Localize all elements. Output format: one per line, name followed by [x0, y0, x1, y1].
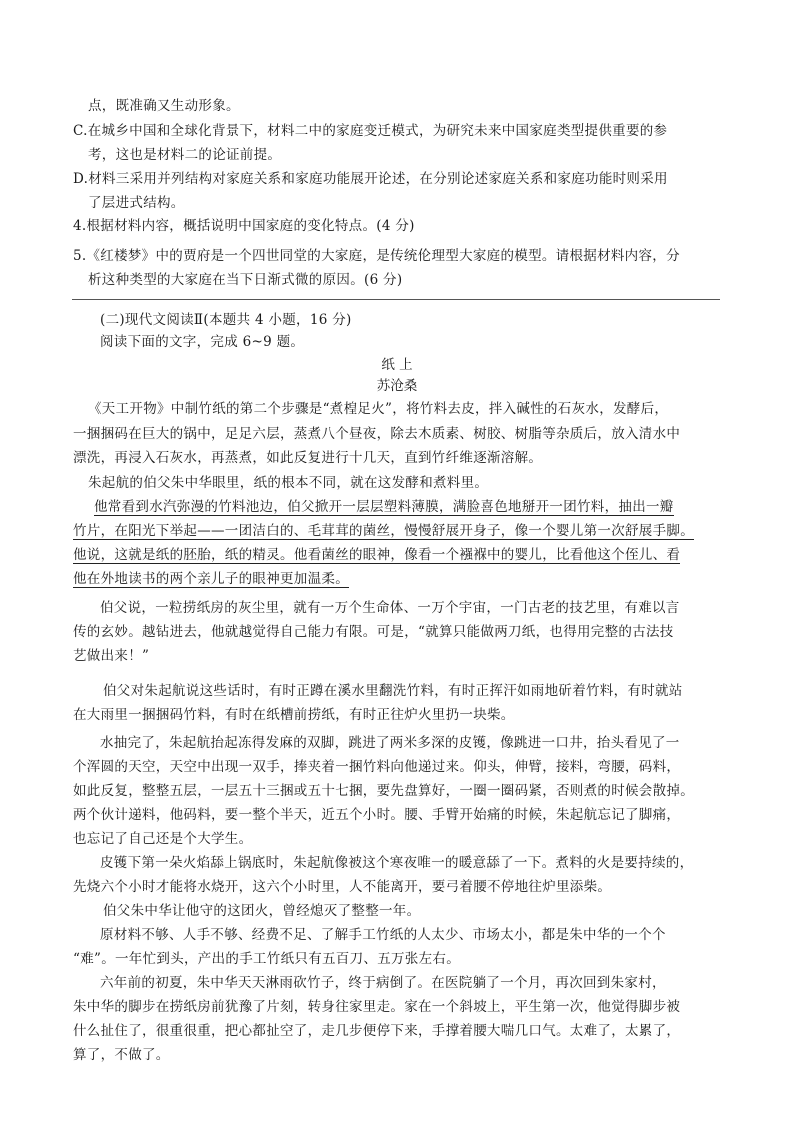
option-d-line-1: D.材料三采用并列结构对家庭关系和家庭功能展开论述，在分别论述家庭关系和家庭功能时则采用	[73, 171, 668, 187]
body-line: 先烧六个小时才能将水烧开，这六个小时里，人不能离开，要弓着腰不停地往炉里添柴。	[73, 879, 612, 895]
underlined-text: 他常看到水汽弥漫的竹料池边，伯父掀开一层层塑料薄膜，满脸喜色地掰开一团竹料，抽出一瓣	[94, 499, 674, 515]
underlined-text: 竹片，在阳光下举起——一团洁白的、毛茸茸的菌丝，慢慢舒展开身子，像一个婴儿第一次舒展手脚。	[73, 523, 694, 539]
article-author: 苏沧桑	[376, 378, 418, 394]
option-c-line-1: C.在城乡中国和全球化背景下，材料二中的家庭变迁模式，为研究未来中国家庭类型提供重要的参	[73, 123, 668, 139]
body-line: 传的玄妙。越钻进去，他就越觉得自己能力有限。可是，“就算只能做两刀纸，也得用完整的古法技	[73, 624, 674, 640]
underlined-line	[73, 521, 694, 541]
body-line: 朱中华的脚步在捞纸房前犹豫了片刻，转身往家里走。家在一个斜坡上，平生第一次，他觉得脚步被	[73, 999, 681, 1015]
body-line: 《天工开物》中制竹纸的第二个步骤是“煮楻足火”，将竹料去皮，拌入碱性的石灰水，发酵后，	[88, 401, 669, 417]
section-divider	[72, 299, 720, 300]
body-line: 朱起航的伯父朱中华眼里，纸的根本不同，就在这发酵和煮料里。	[88, 475, 489, 491]
body-line: 两个伙计递料，他码料，要一整个半天，近五个小时。腰、手臂开始痛的时候，朱起航忘记了脚痛，	[73, 807, 681, 823]
reading-instruction: 阅读下面的文字，完成 6~9 题。	[100, 334, 305, 350]
body-line: 也忘记了自己还是个大学生。	[73, 831, 253, 847]
option-d-line-2: 了层进式结构。	[88, 195, 185, 211]
body-line: “难”。一年忙到头，产出的手工竹纸只有五百刀、五万张左右。	[73, 951, 461, 967]
underlined-text: 他在外地读书的两个亲儿子的眼神更加温柔。	[73, 571, 349, 587]
body-line: 一捆捆码在巨大的锅中，足足六层，蒸煮八个昼夜，除去木质素、树胶、树脂等杂质后，放入清水中	[73, 426, 681, 442]
body-line: 漂洗，再浸入石灰水，再蒸煮，如此反复进行十几天，直到竹纤维逐渐溶解。	[73, 450, 543, 466]
section-header: (二)现代文阅读Ⅱ(本题共 4 小题，16 分)	[100, 312, 352, 328]
body-line: 伯父对朱起航说这些话时，有时正蹲在溪水里翻洗竹料，有时正挥汗如雨地斫着竹料，有时就站	[103, 683, 683, 699]
question-4: 4.根据材料内容，概括说明中国家庭的变化特点。(4 分)	[73, 218, 415, 234]
body-line: 伯父朱中华让他守的这团火，曾经熄灭了整整一年。	[103, 903, 421, 919]
body-line: 六年前的初夏，朱中华天天淋雨砍竹子，终于病倒了。在医院躺了一个月，再次回到朱家村，	[100, 975, 666, 991]
option-c-line-2: 考，这也是材料二的论证前提。	[88, 147, 282, 163]
question-5-line-1: 5.《红楼梦》中的贾府是一个四世同堂的大家庭，是传统伦理型大家庭的模型。请根据材料内容，分	[73, 248, 680, 264]
underlined-line	[94, 497, 674, 517]
body-line: 如此反复，整整五层，一层五十三捆或五十七捆，要先盘算好，一圈一圈码紧，否则煮的时候会散掉。	[73, 783, 694, 799]
underlined-line	[73, 545, 680, 565]
body-line: 皮镬下第一朵火焰舔上锅底时，朱起航像被这个寒夜唯一的暖意舔了一下。煮料的火是要持续的，	[100, 855, 694, 871]
text-line: 点，既准确又生动形象。	[88, 98, 240, 114]
question-5-line-2: 析这种类型的大家庭在当下日渐式微的原因。(6 分)	[88, 272, 403, 288]
body-line: 伯父说，一粒捞纸房的灰尘里，就有一万个生命体、一万个宇宙，一门古老的技艺里，有难以言	[100, 600, 680, 616]
body-line: 个浑圆的天空，天空中出现一双手，捧夹着一捆竹料向他递过来。仰头，伸臂，接料，弯腰，码料，	[73, 759, 681, 775]
body-line: 艺做出来！”	[73, 648, 150, 664]
underlined-line	[73, 569, 349, 589]
body-line: 算了，不做了。	[73, 1047, 170, 1063]
underlined-text: 他说，这就是纸的胚胎，纸的精灵。他看菌丝的眼神，像看一个襁褓中的婴儿，比看他这个侄儿、看	[73, 547, 681, 563]
body-line: 原材料不够、人手不够、经费不足、了解手工竹纸的人太少、市场太小，都是朱中华的一个个	[100, 927, 666, 943]
article-title: 纸 上	[381, 357, 413, 373]
body-line: 什么扯住了，很重很重，把心都扯空了，走几步便停下来，手撑着腰大喘几口气。太难了，太累了，	[73, 1023, 681, 1039]
body-line: 水抽完了，朱起航抬起冻得发麻的双脚，跳进了两米多深的皮镬，像跳进一口井，抬头看见了一	[100, 735, 680, 751]
body-line: 在大雨里一捆捆码竹料，有时在纸槽前捞纸，有时正往炉火里扔一块柴。	[73, 707, 515, 723]
